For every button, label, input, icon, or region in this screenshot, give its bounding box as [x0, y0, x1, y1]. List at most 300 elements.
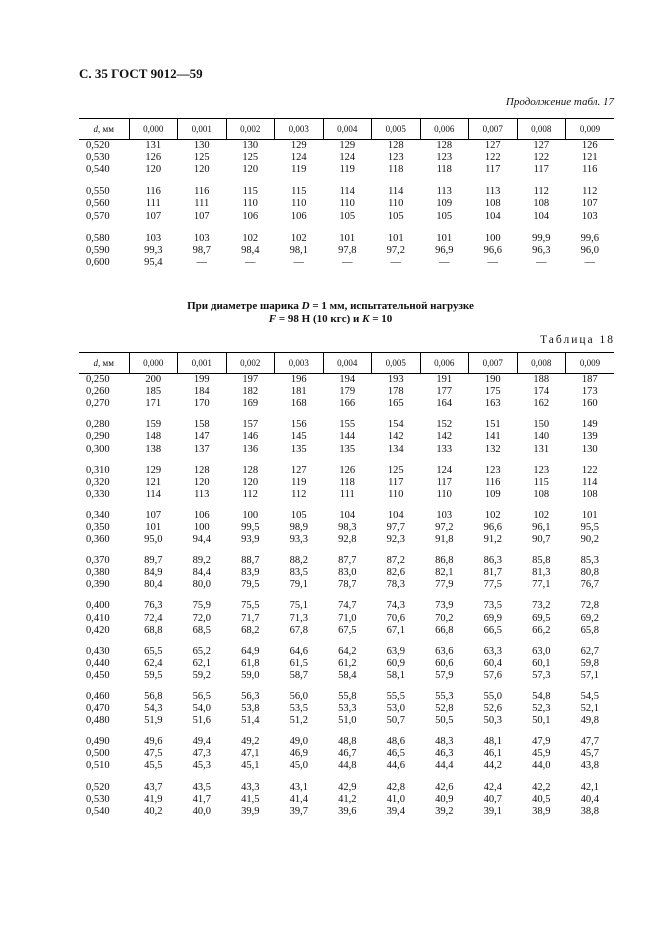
hardness-cell: 117 [533, 164, 549, 176]
table-row [79, 637, 614, 658]
hardness-cell: 120 [193, 164, 210, 176]
hardness-cell: 105 [339, 210, 356, 222]
hardness-cell: 69,5 [532, 612, 551, 624]
diameter-cell: 0,500 [86, 748, 110, 760]
hardness-cell: 47,1 [241, 748, 260, 760]
hardness-cell: 65,2 [192, 645, 211, 657]
hardness-cell: 200 [145, 374, 162, 386]
table-row [79, 567, 614, 579]
hardness-cell: 126 [145, 152, 162, 164]
hardness-cell: 110 [242, 198, 258, 210]
table-row [79, 386, 614, 398]
hardness-cell: 39,1 [483, 805, 502, 817]
hardness-cell: 114 [582, 476, 598, 488]
hardness-cell: 55,8 [338, 691, 357, 703]
hardness-cell: 149 [581, 419, 598, 431]
hardness-cell: 39,7 [289, 805, 308, 817]
hardness-cell: 113 [436, 186, 452, 198]
hardness-cell: 128 [387, 140, 404, 152]
hardness-cell: 48,8 [338, 736, 357, 748]
hardness-cell: 181 [290, 386, 307, 398]
hardness-cell: 71,3 [289, 612, 308, 624]
hardness-cell: 120 [242, 164, 259, 176]
table-row [79, 431, 614, 443]
hardness-cell: 174 [533, 386, 550, 398]
hardness-cell: 84,4 [192, 567, 211, 579]
hardness-cell: 46,1 [483, 748, 502, 760]
hardness-cell: 58,7 [289, 669, 308, 681]
hardness-cell: 96,0 [580, 244, 599, 256]
diameter-cell: 0,530 [86, 152, 110, 164]
hardness-cell: 43,3 [241, 781, 260, 793]
hardness-cell: 41,2 [338, 793, 357, 805]
table-row [79, 176, 614, 198]
hardness-cell: 68,2 [241, 624, 260, 636]
hardness-cell: 96,9 [435, 244, 454, 256]
hardness-cell: 64,9 [241, 645, 260, 657]
hardness-cell: 62,1 [192, 657, 211, 669]
column-header: 0,007 [469, 353, 518, 374]
hardness-cell: 46,3 [435, 748, 454, 760]
hardness-cell: 64,2 [338, 645, 357, 657]
diameter-cell: 0,400 [86, 600, 110, 612]
diameter-cell: 0,310 [86, 464, 110, 476]
hardness-cell: 194 [339, 374, 356, 386]
hardness-cell: 119 [291, 476, 307, 488]
hardness-cell: 109 [436, 198, 453, 210]
hardness-cell: 52,3 [532, 703, 551, 715]
hardness-cell: 44,8 [338, 760, 357, 772]
hardness-cell: 187 [581, 374, 598, 386]
hardness-cell: 128 [193, 464, 210, 476]
hardness-cell: 110 [291, 198, 307, 210]
hardness-cell: 105 [290, 509, 307, 521]
diameter-cell: 0,260 [86, 386, 110, 398]
hardness-cell: 45,1 [241, 760, 260, 772]
hardness-cell: 95,5 [580, 521, 599, 533]
hardness-cell: 43,5 [192, 781, 211, 793]
hardness-cell: 133 [436, 443, 453, 455]
hardness-cell: 122 [484, 152, 501, 164]
hardness-cell: 53,5 [289, 703, 308, 715]
table-header-row [79, 119, 614, 140]
hardness-cell: 146 [242, 431, 259, 443]
table-row [79, 715, 614, 727]
hardness-cell: 103 [193, 232, 210, 244]
hardness-cell: 118 [388, 164, 404, 176]
hardness-cell: 113 [485, 186, 501, 198]
hardness-cell: 125 [387, 464, 404, 476]
hardness-cell: 98,4 [241, 244, 260, 256]
hardness-cell: 98,3 [338, 521, 357, 533]
hardness-cell: 80,4 [144, 579, 163, 591]
table-row [79, 703, 614, 715]
hardness-cell: 129 [339, 140, 356, 152]
hardness-cell: 57,6 [483, 669, 502, 681]
hardness-cell: 110 [388, 488, 404, 500]
hardness-cell: 87,7 [338, 555, 357, 567]
hardness-cell: 125 [193, 152, 210, 164]
hardness-cell: 102 [484, 509, 501, 521]
hardness-cell: 67,8 [289, 624, 308, 636]
hardness-cell: 51,4 [241, 715, 260, 727]
hardness-cell: 52,1 [580, 703, 599, 715]
hardness-cell: 108 [484, 198, 501, 210]
hardness-cell: 46,7 [338, 748, 357, 760]
hardness-cell: 124 [290, 152, 307, 164]
hardness-cell: 105 [387, 210, 404, 222]
hardness-cell: 70,2 [435, 612, 454, 624]
hardness-cell: 66,2 [532, 624, 551, 636]
hardness-cell: 86,8 [435, 555, 454, 567]
hardness-cell: 101 [145, 521, 162, 533]
table-row [79, 489, 614, 501]
table-row [79, 410, 614, 431]
hardness-cell: 158 [193, 419, 210, 431]
hardness-cell: 118 [436, 164, 452, 176]
diameter-cell: 0,540 [86, 164, 110, 176]
hardness-cell: 52,8 [435, 703, 454, 715]
hardness-cell: 79,1 [289, 579, 308, 591]
hardness-cell: 39,4 [386, 805, 405, 817]
hardness-cell: 124 [436, 464, 453, 476]
hardness-cell: 197 [242, 374, 259, 386]
hardness-cell: 61,5 [289, 657, 308, 669]
hardness-cell: 100 [484, 232, 501, 244]
hardness-cell: 157 [242, 419, 259, 431]
hardness-cell: 56,0 [289, 691, 308, 703]
hardness-cell: 114 [388, 186, 404, 198]
hardness-cell: 47,5 [144, 748, 163, 760]
diameter-cell: 0,250 [86, 374, 110, 386]
hardness-cell: 108 [533, 198, 550, 210]
hardness-cell: 98,7 [192, 244, 211, 256]
table-row [79, 245, 614, 257]
table-row [79, 374, 614, 387]
hardness-cell: 123 [436, 152, 453, 164]
hardness-cell: 137 [193, 443, 210, 455]
hardness-cell: 99,9 [532, 232, 551, 244]
hardness-cell: 169 [242, 398, 259, 410]
hardness-cell: 97,8 [338, 244, 357, 256]
hardness-cell: 88,2 [289, 555, 308, 567]
hardness-cell: 75,9 [192, 600, 211, 612]
hardness-cell: 138 [145, 443, 162, 455]
hardness-cell: 115 [533, 476, 549, 488]
hardness-cell: 104 [387, 509, 404, 521]
hardness-cell: 151 [484, 419, 501, 431]
table-continuation-label: Продолжение табл. 17 [505, 96, 614, 108]
hardness-cell: 54,8 [532, 691, 551, 703]
hardness-cell: 78,7 [338, 579, 357, 591]
hardness-cell: 98,1 [289, 244, 308, 256]
hardness-cell: 188 [533, 374, 550, 386]
hardness-cell: 107 [581, 198, 598, 210]
hardness-cell: 170 [193, 398, 210, 410]
table-header-row [79, 353, 614, 374]
hardness-cell: 78,3 [386, 579, 405, 591]
hardness-cell: 57,3 [532, 669, 551, 681]
table-18 [79, 352, 614, 818]
hardness-cell: 46,5 [386, 748, 405, 760]
hardness-cell: 57,1 [580, 669, 599, 681]
hardness-cell: 61,2 [338, 657, 357, 669]
hardness-cell: 44,0 [532, 760, 551, 772]
diameter-cell: 0,530 [86, 793, 110, 805]
hardness-cell: 102 [290, 232, 307, 244]
hardness-cell: — [584, 256, 595, 268]
diameter-cell: 0,420 [86, 624, 110, 636]
hardness-cell: 54,0 [192, 703, 211, 715]
hardness-cell: 128 [242, 464, 259, 476]
hardness-cell: 134 [387, 443, 404, 455]
hardness-cell: 131 [533, 443, 550, 455]
hardness-cell: 56,5 [192, 691, 211, 703]
column-header-diameter: d, мм [79, 119, 129, 140]
hardness-cell: 45,0 [289, 760, 308, 772]
hardness-cell: 131 [145, 140, 162, 152]
hardness-cell: 104 [339, 509, 356, 521]
table-row [79, 501, 614, 522]
hardness-cell: 123 [387, 152, 404, 164]
hardness-cell: 112 [533, 186, 549, 198]
hardness-cell: 89,2 [192, 555, 211, 567]
hardness-cell: 42,2 [532, 781, 551, 793]
hardness-cell: 82,6 [386, 567, 405, 579]
hardness-cell: 42,6 [435, 781, 454, 793]
column-header: 0,008 [517, 353, 566, 374]
hardness-cell: 96,1 [532, 521, 551, 533]
hardness-cell: 108 [581, 488, 598, 500]
diameter-cell: 0,520 [86, 781, 110, 793]
hardness-cell: 43,1 [289, 781, 308, 793]
hardness-cell: 196 [290, 374, 307, 386]
caption-line-2: F = 98 Н (10 кгс) и K = 10 [268, 313, 393, 325]
hardness-cell: 130 [242, 140, 259, 152]
hardness-cell: 121 [581, 152, 598, 164]
hardness-cell: 117 [485, 164, 501, 176]
hardness-cell: 162 [533, 398, 550, 410]
hardness-cell: 142 [387, 431, 404, 443]
hardness-cell: 100 [242, 509, 259, 521]
hardness-cell: 116 [582, 164, 598, 176]
column-header: 0,000 [129, 119, 178, 140]
table-18-caption [0, 300, 661, 326]
hardness-cell: 97,2 [435, 521, 454, 533]
hardness-cell: 60,4 [483, 657, 502, 669]
hardness-cell: 59,0 [241, 669, 260, 681]
hardness-cell: 107 [145, 210, 162, 222]
hardness-cell: 45,3 [192, 760, 211, 772]
hardness-cell: 41,7 [192, 793, 211, 805]
diameter-cell: 0,490 [86, 736, 110, 748]
hardness-cell: 99,3 [144, 244, 163, 256]
hardness-cell: 83,9 [241, 567, 260, 579]
hardness-cell: 42,9 [338, 781, 357, 793]
hardness-cell: 125 [242, 152, 259, 164]
hardness-cell: 164 [436, 398, 453, 410]
hardness-cell: 155 [339, 419, 356, 431]
hardness-cell: 101 [339, 232, 356, 244]
hardness-cell: 66,5 [483, 624, 502, 636]
column-header: 0,002 [226, 353, 275, 374]
hardness-cell: 44,6 [386, 760, 405, 772]
column-header: 0,006 [420, 353, 469, 374]
hardness-cell: 139 [581, 431, 598, 443]
table-row [79, 773, 614, 794]
hardness-cell: 120 [193, 476, 210, 488]
table-row [79, 522, 614, 534]
hardness-cell: 96,3 [532, 244, 551, 256]
table-row [79, 682, 614, 703]
hardness-cell: 51,0 [338, 715, 357, 727]
hardness-cell: 108 [533, 488, 550, 500]
hardness-cell: 62,4 [144, 657, 163, 669]
hardness-cell: 40,7 [483, 793, 502, 805]
hardness-cell: 49,8 [580, 715, 599, 727]
column-header: 0,002 [226, 119, 275, 140]
column-header: 0,004 [323, 119, 372, 140]
hardness-cell: 77,1 [532, 579, 551, 591]
hardness-cell: 199 [193, 374, 210, 386]
hardness-cell: 93,3 [289, 534, 308, 546]
diameter-cell: 0,330 [86, 488, 110, 500]
hardness-cell: 63,6 [435, 645, 454, 657]
hardness-cell: — [390, 256, 401, 268]
hardness-cell: 72,0 [192, 612, 211, 624]
hardness-cell: 57,9 [435, 669, 454, 681]
hardness-cell: 193 [387, 374, 404, 386]
table-row [79, 613, 614, 625]
table-row [79, 806, 614, 818]
diameter-cell: 0,380 [86, 567, 110, 579]
page-header: С. 35 ГОСТ 9012—59 [79, 66, 203, 81]
hardness-cell: — [342, 256, 353, 268]
hardness-cell: 65,8 [580, 624, 599, 636]
hardness-cell: 68,5 [192, 624, 211, 636]
hardness-cell: 113 [194, 488, 210, 500]
hardness-cell: 82,1 [435, 567, 454, 579]
hardness-cell: 117 [436, 476, 452, 488]
hardness-cell: 63,0 [532, 645, 551, 657]
hardness-cell: 127 [533, 140, 550, 152]
hardness-cell: 144 [339, 431, 356, 443]
hardness-cell: 119 [339, 164, 355, 176]
hardness-cell: 89,7 [144, 555, 163, 567]
hardness-cell: 45,9 [532, 748, 551, 760]
table-row [79, 546, 614, 567]
hardness-cell: 49,6 [144, 736, 163, 748]
hardness-cell: 46,9 [289, 748, 308, 760]
hardness-cell: 90,7 [532, 534, 551, 546]
hardness-cell: 70,6 [386, 612, 405, 624]
hardness-cell: 104 [484, 210, 501, 222]
hardness-cell: 111 [339, 488, 355, 500]
hardness-cell: 190 [484, 374, 501, 386]
hardness-cell: 39,9 [241, 805, 260, 817]
table-row [79, 670, 614, 682]
hardness-cell: 127 [484, 140, 501, 152]
diameter-cell: 0,460 [86, 691, 110, 703]
hardness-cell: — [536, 256, 547, 268]
hardness-cell: 97,7 [386, 521, 405, 533]
hardness-cell: 51,2 [289, 715, 308, 727]
hardness-cell: 127 [290, 464, 307, 476]
hardness-cell: 130 [581, 443, 598, 455]
hardness-cell: 44,2 [483, 760, 502, 772]
hardness-cell: 58,4 [338, 669, 357, 681]
diameter-cell: 0,560 [86, 198, 110, 210]
hardness-cell: 96,6 [483, 521, 502, 533]
hardness-cell: 50,5 [435, 715, 454, 727]
hardness-cell: 81,3 [532, 567, 551, 579]
hardness-cell: 39,6 [338, 805, 357, 817]
hardness-cell: 160 [581, 398, 598, 410]
hardness-cell: 59,8 [580, 657, 599, 669]
hardness-cell: — [439, 256, 450, 268]
hardness-cell: 48,3 [435, 736, 454, 748]
hardness-cell: 92,3 [386, 534, 405, 546]
hardness-cell: 112 [582, 186, 598, 198]
hardness-cell: — [196, 256, 207, 268]
hardness-cell: 101 [387, 232, 404, 244]
hardness-cell: 150 [533, 419, 550, 431]
hardness-cell: 91,8 [435, 534, 454, 546]
hardness-cell: 72,4 [144, 612, 163, 624]
hardness-cell: 41,5 [241, 793, 260, 805]
hardness-cell: 42,8 [386, 781, 405, 793]
table-row [79, 727, 614, 748]
hardness-cell: — [487, 256, 498, 268]
hardness-cell: 117 [388, 476, 404, 488]
hardness-cell: 60,6 [435, 657, 454, 669]
table-row [79, 456, 614, 477]
diameter-cell: 0,430 [86, 645, 110, 657]
hardness-cell: 159 [145, 419, 162, 431]
table-row [79, 477, 614, 489]
diameter-cell: 0,590 [86, 244, 110, 256]
hardness-cell: 123 [533, 464, 550, 476]
hardness-cell: 40,9 [435, 793, 454, 805]
hardness-cell: 50,1 [532, 715, 551, 727]
hardness-cell: 102 [242, 232, 259, 244]
hardness-cell: 76,3 [144, 600, 163, 612]
hardness-cell: 40,5 [532, 793, 551, 805]
diameter-cell: 0,300 [86, 443, 110, 455]
hardness-cell: 39,2 [435, 805, 454, 817]
hardness-cell: 83,0 [338, 567, 357, 579]
table-row [79, 198, 614, 210]
hardness-cell: 61,8 [241, 657, 260, 669]
diameter-cell: 0,360 [86, 534, 110, 546]
hardness-cell: 99,5 [241, 521, 260, 533]
table-row [79, 760, 614, 772]
hardness-cell: 88,7 [241, 555, 260, 567]
hardness-cell: 48,1 [483, 736, 502, 748]
hardness-cell: 65,5 [144, 645, 163, 657]
table-row [79, 625, 614, 637]
hardness-cell: 168 [290, 398, 307, 410]
hardness-cell: 55,3 [435, 691, 454, 703]
hardness-cell: 95,0 [144, 534, 163, 546]
hardness-cell: 75,1 [289, 600, 308, 612]
hardness-cell: 40,2 [144, 805, 163, 817]
column-header: 0,004 [323, 353, 372, 374]
hardness-cell: 177 [436, 386, 453, 398]
hardness-cell: 122 [533, 152, 550, 164]
hardness-cell: 62,7 [580, 645, 599, 657]
hardness-cell: 107 [193, 210, 210, 222]
